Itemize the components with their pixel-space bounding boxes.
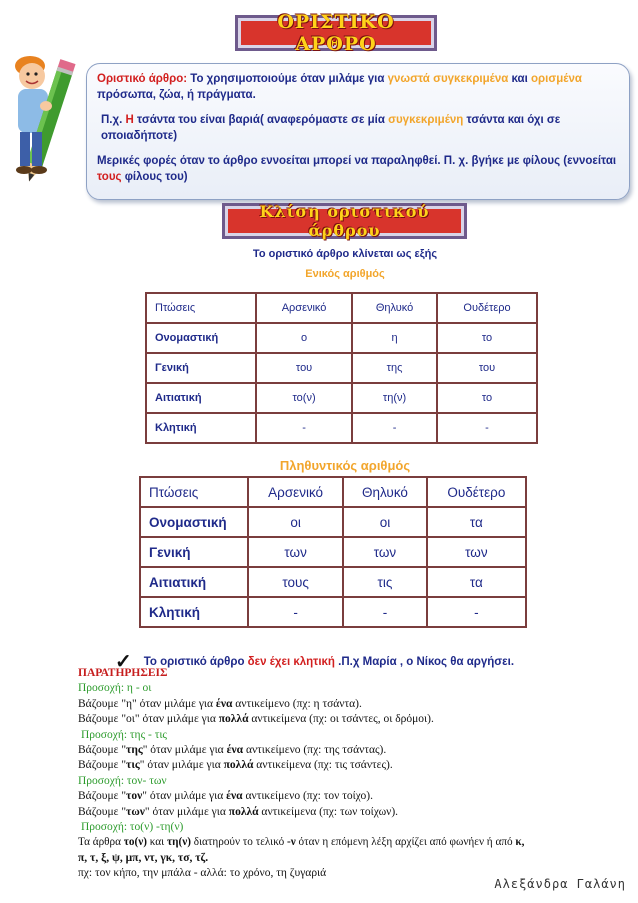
singular-label: Ενικός αριθμός: [305, 268, 385, 280]
note-line: Τα άρθρα το(ν) και τη(ν) διατηρούν το τελικό -ν όταν η επόμενη λέξη αρχίζει από φωνήεν ή από κ,: [78, 836, 525, 849]
note-line: Βάζουμε "τις" όταν μιλάμε για πολλά αντικείμενα (πχ: τις τσάντες).: [78, 759, 393, 772]
checkmark-icon: ✓: [115, 651, 132, 673]
author-signature: Αλεξάνδρα Γαλάνη: [494, 877, 626, 891]
note-subheading: Προσοχή: της - τις: [81, 728, 167, 741]
table-row: Γενική των των των: [140, 537, 526, 567]
table-row: Ονομαστική ο η το: [146, 323, 537, 353]
plural-label: Πληθυντικός αριθμός: [279, 458, 411, 473]
pencil-boy-illustration: [6, 46, 90, 196]
table-row: Ονομαστική οι οι τα: [140, 507, 526, 537]
notes-section: [78, 666, 618, 882]
page-title: ΟΡΙΣΤΙΚΟ ΑΡΘΡΟ: [241, 21, 431, 45]
vocative-note: ✓ Το οριστικό άρθρο δεν έχει κλητική .Π.χ Μαρία , ο Νίκος θα αργήσει.: [115, 651, 515, 673]
plural-table: [139, 476, 527, 628]
note-line: πχ: τον κήπο, την μπάλα - αλλά: το χρόνο, τη ζυγαριά: [78, 867, 327, 880]
intro-omission-note: Μερικές φορές όταν το άρθρο εννοείται μπορεί να παραληφθεί. Π. χ. βγήκε με φίλους (εννοείται τους φίλους του): [97, 155, 617, 183]
note-line: Βάζουμε "οι" όταν μιλάμε για πολλά αντικείμενα (πχ: οι τσάντες, οι δρόμοι).: [78, 713, 434, 726]
note-line: Βάζουμε "της" όταν μιλάμε για ένα αντικείμενο (πχ: της τσάντας).: [78, 744, 387, 757]
subtitle: Κλίση οριστικού άρθρου: [228, 209, 461, 233]
intro-example: Π.χ. Η τσάντα του είναι βαριά( αναφερόμαστε σε μία συγκεκριμένη τσάντα και όχι σε οποιαδήποτε): [101, 114, 561, 142]
table-header-row: Πτώσεις Αρσενικό Θηλυκό Ουδέτερο: [146, 293, 537, 323]
declension-caption: Το οριστικό άρθρο κλίνεται ως εξής: [252, 248, 438, 260]
notes-heading: ΠΑΡΑΤΗΡΗΣΕΙΣ: [78, 667, 168, 679]
intro-definition: Οριστικό άρθρο: Το χρησιμοποιούμε όταν μιλάμε για γνωστά συγκεκριμένα και ορισμένα πρόσωπα, ζώα, ή πράγματα.: [97, 73, 582, 101]
note-line: Βάζουμε "των" όταν μιλάμε για πολλά αντικείμενα (πχ: των τοίχων).: [78, 805, 399, 818]
note-line: Βάζουμε "η" όταν μιλάμε για ένα αντικείμενο (πχ: η τσάντα).: [78, 697, 362, 710]
note-line: π, τ, ξ, ψ, μπ, ντ, γκ, τσ, τζ.: [78, 851, 209, 864]
intro-box: [86, 63, 630, 200]
table-row: Γενική του της του: [146, 353, 537, 383]
title-banner: [235, 11, 437, 55]
singular-table: [145, 292, 538, 444]
note-line: Βάζουμε "τον" όταν μιλάμε για ένα αντικείμενο (πχ: τον τοίχο).: [78, 790, 373, 803]
note-subheading: Προσοχή: τον- των: [78, 774, 167, 787]
table-row: Κλητική - - -: [140, 597, 526, 627]
table-row: Αιτιατική το(ν) τη(ν) το: [146, 383, 537, 413]
table-row: Αιτιατική τους τις τα: [140, 567, 526, 597]
note-subheading: Προσοχή: το(ν) -τη(ν): [81, 821, 184, 834]
note-subheading: Προσοχή: η - οι: [78, 682, 152, 695]
table-row: Κλητική - - -: [146, 413, 537, 443]
table-header-row: Πτώσεις Αρσενικό Θηλυκό Ουδέτερο: [140, 477, 526, 507]
subtitle-banner: [222, 203, 467, 239]
